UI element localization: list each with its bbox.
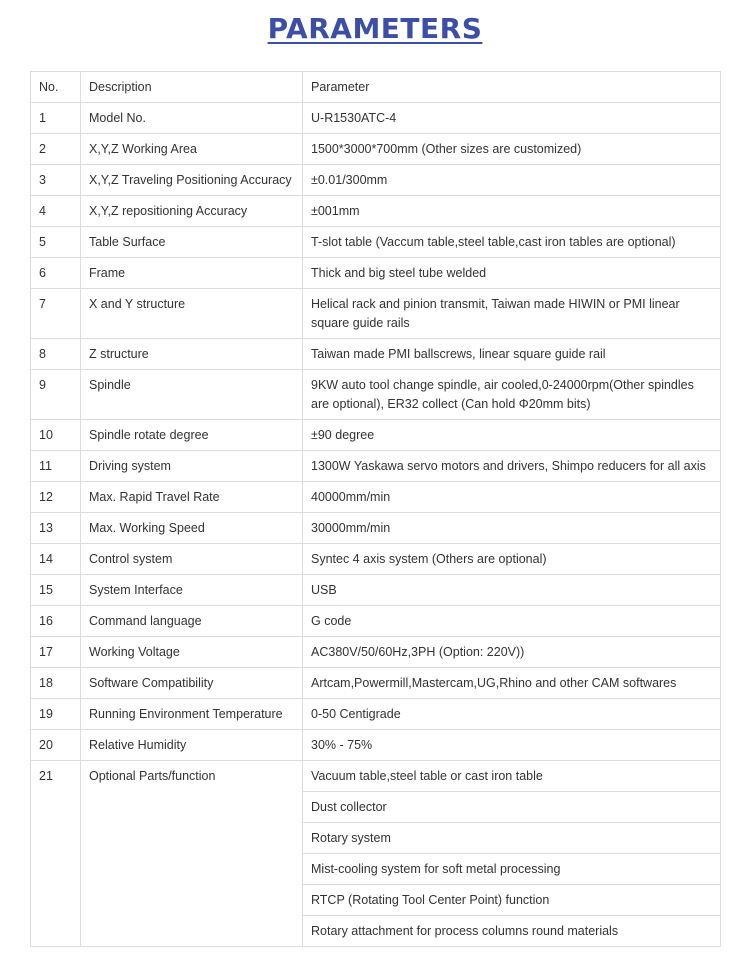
cell-description: Running Environment Temperature (81, 699, 303, 730)
cell-parameter: ±90 degree (303, 420, 721, 451)
cell-parameter: Mist-cooling system for soft metal processing (303, 854, 721, 885)
cell-description: Command language (81, 606, 303, 637)
table-row (31, 370, 721, 420)
cell-description: Model No. (81, 103, 303, 134)
cell-description: X and Y structure (81, 289, 303, 339)
cell-no: 9 (31, 370, 81, 420)
cell-parameter: Vacuum table,steel table or cast iron table (303, 761, 721, 792)
cell-no: 15 (31, 575, 81, 606)
cell-description: Z structure (81, 339, 303, 370)
cell-description: Spindle (81, 370, 303, 420)
cell-parameter: 30000mm/min (303, 513, 721, 544)
cell-no: 2 (31, 134, 81, 165)
table-row (31, 420, 721, 451)
cell-description: Table Surface (81, 227, 303, 258)
table-row (31, 730, 721, 761)
table-row (31, 544, 721, 575)
table-row (31, 227, 721, 258)
cell-description: Driving system (81, 451, 303, 482)
cell-description: X,Y,Z repositioning Accuracy (81, 196, 303, 227)
cell-parameter: 30% - 75% (303, 730, 721, 761)
cell-no: 16 (31, 606, 81, 637)
table-row (31, 196, 721, 227)
cell-no: 18 (31, 668, 81, 699)
cell-parameter: Rotary attachment for process columns round materials (303, 916, 721, 947)
table-row (31, 482, 721, 513)
cell-parameter: 0-50 Centigrade (303, 699, 721, 730)
cell-no: 13 (31, 513, 81, 544)
cell-no: 6 (31, 258, 81, 289)
table-row (31, 103, 721, 134)
cell-parameter: Taiwan made PMI ballscrews, linear square guide rail (303, 339, 721, 370)
cell-no: 8 (31, 339, 81, 370)
cell-no: 4 (31, 196, 81, 227)
cell-no: 11 (31, 451, 81, 482)
cell-no: 14 (31, 544, 81, 575)
table-row (31, 606, 721, 637)
cell-parameter: T-slot table (Vaccum table,steel table,cast iron tables are optional) (303, 227, 721, 258)
table-row (31, 451, 721, 482)
table-row (31, 165, 721, 196)
table-row (31, 513, 721, 544)
cell-parameter: USB (303, 575, 721, 606)
cell-description: System Interface (81, 575, 303, 606)
cell-no: 7 (31, 289, 81, 339)
table-row (31, 289, 721, 339)
cell-parameter: Rotary system (303, 823, 721, 854)
table-row (31, 699, 721, 730)
table-row (31, 134, 721, 165)
cell-description: Max. Rapid Travel Rate (81, 482, 303, 513)
cell-description: Spindle rotate degree (81, 420, 303, 451)
cell-parameter: Syntec 4 axis system (Others are optional) (303, 544, 721, 575)
cell-description: X,Y,Z Traveling Positioning Accuracy (81, 165, 303, 196)
cell-description: Frame (81, 258, 303, 289)
cell-parameter: 9KW auto tool change spindle, air cooled,0-24000rpm(Other spindles are optional), ER32 collect (Can hold Φ20mm bits) (303, 370, 721, 420)
cell-no: 5 (31, 227, 81, 258)
table-row (31, 575, 721, 606)
cell-parameter: Thick and big steel tube welded (303, 258, 721, 289)
table-row (31, 637, 721, 668)
cell-description: Software Compatibility (81, 668, 303, 699)
cell-parameter: AC380V/50/60Hz,3PH (Option: 220V)) (303, 637, 721, 668)
header-parameter: Parameter (303, 72, 721, 103)
cell-parameter: 1500*3000*700mm (Other sizes are customized) (303, 134, 721, 165)
cell-no: 19 (31, 699, 81, 730)
cell-no: 12 (31, 482, 81, 513)
cell-parameter: 40000mm/min (303, 482, 721, 513)
cell-no: 1 (31, 103, 81, 134)
cell-description: X,Y,Z Working Area (81, 134, 303, 165)
parameters-table (30, 71, 721, 947)
cell-description: Relative Humidity (81, 730, 303, 761)
cell-parameter: Dust collector (303, 792, 721, 823)
cell-description: Max. Working Speed (81, 513, 303, 544)
cell-no: 21 (31, 761, 81, 947)
table-header-row (31, 72, 721, 103)
cell-parameter: Helical rack and pinion transmit, Taiwan made HIWIN or PMI linear square guide rails (303, 289, 721, 339)
cell-description: Working Voltage (81, 637, 303, 668)
cell-parameter: U-R1530ATC-4 (303, 103, 721, 134)
table-row-optional (31, 761, 721, 792)
table-row (31, 339, 721, 370)
cell-parameter: ±0.01/300mm (303, 165, 721, 196)
cell-parameter: ±001mm (303, 196, 721, 227)
page-title: PARAMETERS (267, 12, 483, 45)
cell-parameter: RTCP (Rotating Tool Center Point) function (303, 885, 721, 916)
cell-parameter: Artcam,Powermill,Mastercam,UG,Rhino and other CAM softwares (303, 668, 721, 699)
cell-parameter: 1300W Yaskawa servo motors and drivers, Shimpo reducers for all axis (303, 451, 721, 482)
cell-no: 20 (31, 730, 81, 761)
cell-description: Optional Parts/function (81, 761, 303, 947)
cell-description: Control system (81, 544, 303, 575)
table-row (31, 668, 721, 699)
header-description: Description (81, 72, 303, 103)
table-row (31, 258, 721, 289)
header-no: No. (31, 72, 81, 103)
cell-parameter: G code (303, 606, 721, 637)
cell-no: 10 (31, 420, 81, 451)
cell-no: 17 (31, 637, 81, 668)
cell-no: 3 (31, 165, 81, 196)
